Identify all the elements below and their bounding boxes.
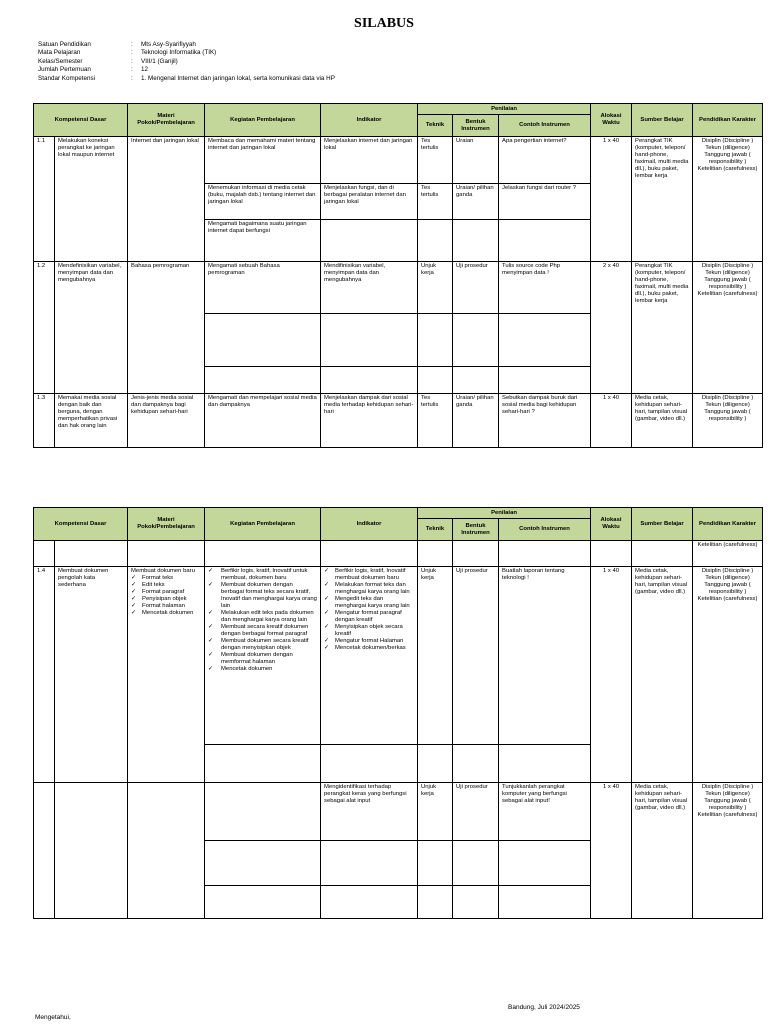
table-row	[34, 137, 763, 184]
list-item: ✓ Format paragraf	[131, 589, 201, 596]
kd-text: Melakukan koneksi perangkat ke jaringan lokal maupun internet	[55, 137, 128, 262]
karakter-text: Disiplin (Discipline ) Tekun (diligence) Tanggung jawab ( responsibility ) Ketelitian (carefulness)	[693, 262, 763, 394]
materi-list	[131, 575, 201, 617]
header-teknik: Teknik	[418, 115, 453, 137]
karakter-text: Disiplin (Discipline ) Tekun (diligence) Tanggung jawab ( responsibility ) Ketelitian (carefulness)	[693, 783, 763, 919]
list-item: ✓ Mencetak dokumen	[131, 610, 201, 617]
table-row	[34, 541, 763, 567]
kd-number: 1.3	[34, 394, 55, 448]
karakter-text: Disiplin (Discipline ) Tekun (diligence) Tanggung jawab ( responsibility ) Ketelitian (carefulness)	[693, 567, 763, 783]
syllabus-table-1	[33, 103, 763, 448]
meta-row: Jumlah Pertemuan : 12	[38, 66, 149, 74]
meta-value: 1. Mengenal Internet dan jaringan lokal, serta komunikasi data via HP	[141, 74, 335, 82]
header-penilaian: Penilaian	[418, 508, 591, 519]
indikator-text: Mengidentifikasi terhadap perangkat keras yang berfungsi sebagai alat input	[321, 783, 418, 841]
list-item: ✓ Menyisipkan objek secara kreatif	[324, 624, 414, 638]
bentuk-text: Uraian/ pilihan ganda	[453, 184, 499, 220]
approval-label: Mengetahui,	[35, 1014, 71, 1021]
bentuk-text: Uji prosedur	[453, 567, 499, 745]
header-karakter: Pendidikan Karakter	[693, 508, 763, 541]
materi-text: Internet dan jaringan lokal	[128, 137, 205, 262]
alokasi-text: 1 x 40	[591, 137, 632, 262]
kd-text: Memakai media sosial dengan baik dan berguna, dengan memperhatikan privasi dan hak orang lain	[55, 394, 128, 448]
table-row	[34, 394, 763, 448]
list-item: ✓ Melakukan edit teks pada dokumen dan menghargai karya orang lain	[208, 610, 317, 624]
teknik-text: Tes tertulis	[418, 184, 453, 220]
list-item: ✓ Format teks	[131, 575, 201, 582]
header-sumber: Sumber Belajar	[632, 104, 693, 137]
teknik-text: Unjuk kerja	[418, 262, 453, 314]
list-item: ✓ Mencetak dokumen/berkas	[324, 645, 414, 652]
materi-cell	[128, 567, 205, 783]
meta-label: Standar Kompetensi	[38, 74, 96, 82]
indikator-cell	[321, 567, 418, 745]
list-item: ✓ Format halaman	[131, 603, 201, 610]
table-row	[34, 783, 763, 841]
header-karakter: Pendidikan Karakter	[693, 104, 763, 137]
kegiatan-text: Mengamati sebuah Bahasa pemrograman	[205, 262, 321, 314]
materi-head: Membuat dokumen baru	[131, 568, 195, 574]
list-item: ✓ Mengatur format Halaman	[324, 638, 414, 645]
kegiatan-text: Membaca dan memahami materi tentang internet dan jaringan lokal	[205, 137, 321, 184]
header-contoh: Contoh Instrumen	[499, 115, 591, 137]
header-indikator: Indikator	[321, 104, 418, 137]
kegiatan-text: Menemukan informasi di media cetak (buku, majalah dsb.) tentang internet dan jaringan lokal	[205, 184, 321, 220]
contoh-text: Jelaskan fungsi dari router ?	[499, 184, 591, 220]
kegiatan-text: Mengamati bagaimana suatu jaringan internet dapat berfungsi	[205, 220, 321, 262]
document-title: SILABUS	[354, 16, 414, 31]
alokasi-text: 2 x 40	[591, 262, 632, 394]
meta-label: Mata Pelajaran	[38, 49, 81, 57]
header-kompetensi: Kompetensi Dasar	[34, 508, 128, 541]
teknik-text: Unjuk kerja	[418, 567, 453, 745]
header-kegiatan: Kegiatan Pembelajaran	[205, 104, 321, 137]
meta-value: VIII/1 (Ganjil)	[141, 57, 178, 65]
kd-number: 1.4	[34, 567, 55, 783]
list-item: ✓ Membuat dokumen dengan berbagai format teks secara kratif, Inovatif dan menghargai karya orang lain	[208, 582, 317, 610]
meta-row: Mata Pelajaran : Teknologi Informatika (TIK)	[38, 49, 217, 57]
bentuk-text: Uraian	[453, 137, 499, 184]
table-row	[34, 262, 763, 314]
contoh-text: Sebutkan dampak buruk dari sosial media bagi kehidupan sehari-hari ?	[499, 394, 591, 448]
bentuk-text: Uraian/ pilihan ganda	[453, 394, 499, 448]
list-item: ✓ Mengedit teks dan menghargai karya orang lain	[324, 596, 414, 610]
header-sumber: Sumber Belajar	[632, 508, 693, 541]
header-bentuk: Bentuk Instrumen	[453, 519, 499, 541]
contoh-text: Buatlah laporan tentang teknologi !	[499, 567, 591, 745]
header-kegiatan: Kegiatan Pembelajaran	[205, 508, 321, 541]
header-kompetensi: Kompetensi Dasar	[34, 104, 128, 137]
list-item: ✓ Membuat secara kreatif dokumen dengan berbagai format paragraf	[208, 624, 317, 638]
indikator-list	[324, 568, 414, 652]
meta-label: Kelas/Semester	[38, 57, 83, 65]
list-item: ✓ Berfikir logis, kratif, Inovatif membuat dokumen baru	[324, 568, 414, 582]
teknik-text: Tes tertulis	[418, 137, 453, 184]
sumber-text: Media cetak, kehidupan sehari-hari, tampilan visual (gambar, video dll.)	[632, 567, 693, 783]
contoh-text: Apa pengertian internet?	[499, 137, 591, 184]
signature-date: Bandung, Juli 2024/2025	[508, 1004, 580, 1011]
header-materi: Materi Pokok/Pembelajaran	[128, 104, 205, 137]
header-alokasi: Alokasi Waktu	[591, 508, 632, 541]
indikator-text: Menjelaskan dampak dari sosial media terhadap kehidupan sehari-hari	[321, 394, 418, 448]
list-item: ✓ Membuat dokumen secara kreatif dengan menyisipkan objek	[208, 638, 317, 652]
sumber-text: Perangkat TIK (komputer, telepon/ hand-phone, faximail, multi media dll.), buku paket, lembar kerja	[632, 262, 693, 394]
syllabus-table-2	[33, 507, 763, 919]
sumber-text: Media cetak, kehidupan sehari-hari, tampilan visual (gambar, video dll.)	[632, 394, 693, 448]
meta-value: 12	[141, 66, 149, 74]
list-item: ✓ Melakukan format teks dan menghargai karya orang lain	[324, 582, 414, 596]
kd-text: Mendefinisikan variabel, menyimpan data dan mengubahnya	[55, 262, 128, 394]
meta-row: Kelas/Semester : VIII/1 (Ganjil)	[38, 57, 178, 65]
meta-label: Satuan Pendidikan	[38, 41, 91, 48]
header-penilaian: Penilaian	[418, 104, 591, 115]
karakter-text: Ketelitian (carefulness)	[693, 541, 763, 567]
karakter-text: Disiplin (Discipline ) Tekun (diligence) Tanggung jawab ( responsibility ) Ketelitian (carefulness)	[693, 137, 763, 262]
indikator-text: Menjelaskan internet dan jaringan lokal	[321, 137, 418, 184]
karakter-text: Disiplin (Discipline ) Tekun (diligence) Tanggung jawab ( responsibility )	[693, 394, 763, 448]
bentuk-text: Uji prosedur	[453, 262, 499, 314]
kd-number: 1.2	[34, 262, 55, 394]
materi-text: Bahasa pemrograman	[128, 262, 205, 394]
list-item: ✓ Berfikir logis, kratif, Inovatif untuk membuat, dokumen baru	[208, 568, 317, 582]
header-teknik: Teknik	[418, 519, 453, 541]
teknik-text: Tes tertulis	[418, 394, 453, 448]
table-row	[34, 567, 763, 745]
header-alokasi: Alokasi Waktu	[591, 104, 632, 137]
alokasi-text: 1 x 40	[591, 783, 632, 919]
kegiatan-list	[208, 568, 317, 673]
alokasi-text: 1 x 40	[591, 567, 632, 783]
indikator-text: Mendifinisikan variabel, menyimpan data dan mengubahnya	[321, 262, 418, 314]
bentuk-text: Uji prosedur	[453, 783, 499, 841]
sumber-text: Perangkat TIK (komputer, telepon/ hand-phone, faximail, multi media dll.), buku paket, lembar kerja	[632, 137, 693, 262]
header-bentuk: Bentuk Instrumen	[453, 115, 499, 137]
header-contoh: Contoh Instrumen	[499, 519, 591, 541]
list-item: ✓ Mencetak dokumen	[208, 666, 317, 673]
header-indikator: Indikator	[321, 508, 418, 541]
syllabus-meta	[38, 41, 335, 83]
list-item: ✓ Penyisipan objek	[131, 596, 201, 603]
teknik-text: Unjuk kerja	[418, 783, 453, 841]
sumber-text: Media cetak, kehidupan sehari-hari, tampilan visual (gambar, video dll.)	[632, 783, 693, 919]
kd-number: 1.1	[34, 137, 55, 262]
meta-value: Mts Asy-Syarifiyyah	[141, 41, 196, 48]
meta-value: Teknologi Informatika (TIK)	[141, 49, 217, 57]
header-materi: Materi Pokok/Pembelajaran	[128, 508, 205, 541]
list-item: ✓ Membuat dokumen dengan memformat halaman	[208, 652, 317, 666]
meta-row: Standar Kompetensi : 1. Mengenal Internet dan jaringan lokal, serta komunikasi data via HP	[38, 74, 335, 82]
list-item: ✓ Mengatur format paragraf dengan kreatif	[324, 610, 414, 624]
alokasi-text: 1 x 40	[591, 394, 632, 448]
materi-text: Jenis-jenis media sosial dan dampaknya bagi kehidupan sehari-hari	[128, 394, 205, 448]
meta-label: Jumlah Pertemuan	[38, 66, 91, 74]
contoh-text: Tulis source code Php menyimpan data !	[499, 262, 591, 314]
kegiatan-cell	[205, 567, 321, 745]
kd-text: Membuat dokumen pengolah kata sederhana	[55, 567, 128, 783]
contoh-text: Tunjukkanlah perangkat komputer yang berfungsi sebagai alat input!	[499, 783, 591, 841]
meta-row: Satuan Pendidikan : Mts Asy-Syarifiyyah	[38, 41, 196, 48]
kegiatan-text: Mengamati dan mempelajari sosial media dan dampaknya	[205, 394, 321, 448]
indikator-text: Menjelaskan fungsi, dan di berbagai peralatan internet dan jaringan lokal	[321, 184, 418, 220]
list-item: ✓ Edit teks	[131, 582, 201, 589]
